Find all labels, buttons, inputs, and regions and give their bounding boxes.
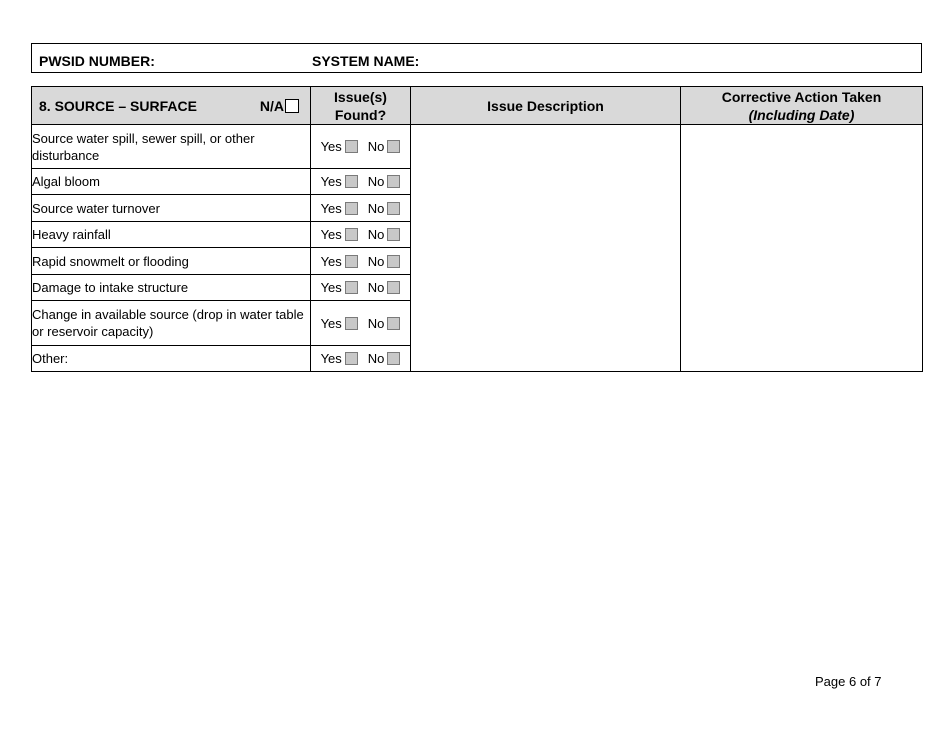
issue-description-field[interactable]	[411, 125, 681, 372]
yes-checkbox[interactable]	[345, 202, 358, 215]
no-label: No	[367, 139, 385, 154]
row-description: Rapid snowmelt or flooding	[32, 248, 311, 275]
issues-found-header-line2: Found?	[334, 106, 387, 123]
yes-checkbox[interactable]	[345, 140, 358, 153]
row-description: Source water spill, sewer spill, or other disturbance	[32, 125, 311, 169]
yes-no-cell	[311, 248, 411, 275]
no-label: No	[367, 315, 385, 331]
no-checkbox[interactable]	[387, 202, 400, 215]
yes-no-cell	[311, 346, 411, 372]
yes-checkbox[interactable]	[345, 352, 358, 365]
yes-no-cell	[311, 169, 411, 195]
yes-no-cell	[311, 301, 411, 346]
row-description: Other:	[32, 346, 311, 372]
yes-label: Yes	[320, 174, 342, 189]
yes-checkbox[interactable]	[345, 228, 358, 241]
no-label: No	[367, 227, 385, 242]
no-checkbox[interactable]	[387, 175, 400, 188]
yes-label: Yes	[320, 253, 342, 269]
table-row	[32, 125, 923, 169]
corrective-action-header	[681, 87, 923, 125]
no-label: No	[367, 200, 385, 216]
row-description: Source water turnover	[32, 195, 311, 222]
yes-label: Yes	[320, 200, 342, 216]
corrective-action-header-line2: (Including Date)	[748, 106, 855, 123]
corrective-action-field[interactable]	[681, 125, 923, 372]
yes-checkbox[interactable]	[345, 175, 358, 188]
table-header-row	[32, 87, 923, 125]
yes-label: Yes	[320, 227, 342, 242]
corrective-action-header-line1: Corrective Action Taken	[721, 88, 882, 105]
no-checkbox[interactable]	[387, 317, 400, 330]
no-label: No	[367, 174, 385, 189]
yes-no-cell	[311, 222, 411, 248]
no-checkbox[interactable]	[387, 352, 400, 365]
yes-label: Yes	[320, 139, 342, 154]
yes-checkbox[interactable]	[345, 255, 358, 268]
issues-found-header	[311, 87, 411, 125]
no-label: No	[367, 351, 385, 366]
row-description: Change in available source (drop in water table or reservoir capacity)	[32, 301, 311, 346]
issues-found-header-line1: Issue(s)	[334, 88, 387, 105]
row-description: Algal bloom	[32, 169, 311, 195]
yes-label: Yes	[320, 351, 342, 366]
section-title: 8. SOURCE – SURFACE	[39, 98, 197, 114]
na-option[interactable]	[260, 97, 299, 115]
yes-no-cell	[311, 195, 411, 222]
header-box	[31, 43, 922, 73]
no-label: No	[367, 253, 385, 269]
row-description: Damage to intake structure	[32, 275, 311, 301]
no-checkbox[interactable]	[387, 281, 400, 294]
no-label: No	[367, 280, 385, 295]
no-checkbox[interactable]	[387, 228, 400, 241]
pwsid-label: PWSID NUMBER:	[39, 53, 155, 69]
no-checkbox[interactable]	[387, 255, 400, 268]
na-checkbox[interactable]	[285, 99, 299, 113]
yes-no-cell	[311, 275, 411, 301]
page-number: Page 6 of 7	[815, 674, 882, 689]
yes-no-cell	[311, 125, 411, 169]
yes-checkbox[interactable]	[345, 281, 358, 294]
system-name-label: SYSTEM NAME:	[312, 53, 420, 69]
no-checkbox[interactable]	[387, 140, 400, 153]
na-label: N/A	[259, 98, 284, 114]
yes-label: Yes	[320, 280, 342, 295]
row-description: Heavy rainfall	[32, 222, 311, 248]
yes-label: Yes	[320, 315, 342, 331]
yes-checkbox[interactable]	[345, 317, 358, 330]
section-title-cell	[32, 87, 311, 125]
source-surface-table	[31, 86, 923, 372]
issue-description-header: Issue Description	[411, 87, 681, 125]
